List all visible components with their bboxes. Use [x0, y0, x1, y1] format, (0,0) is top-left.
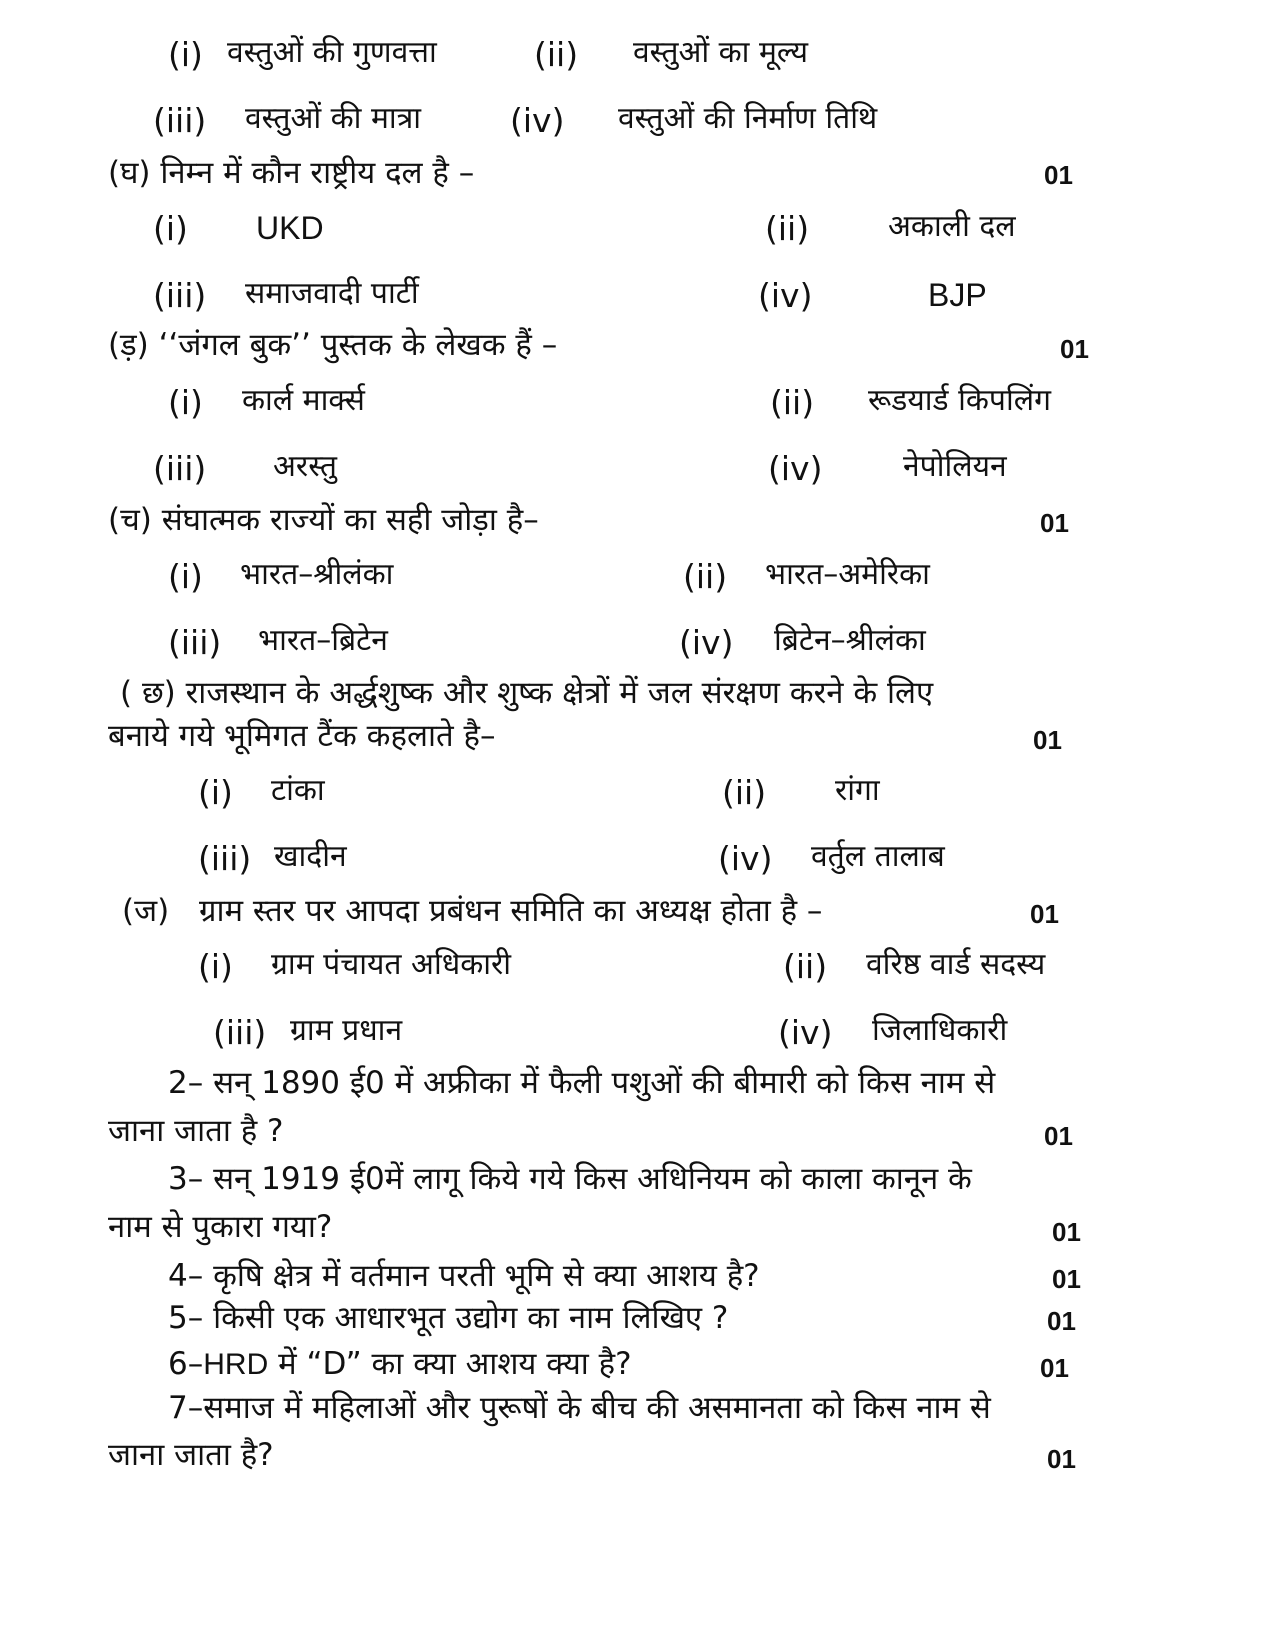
option-number: (iii)	[168, 623, 222, 662]
option-text: वस्तुओं की मात्रा	[245, 101, 422, 136]
question-2-line2: जाना जाता है ?	[108, 1113, 284, 1149]
option-number: (ii)	[770, 383, 815, 422]
question-6-text: में “D” का क्या आशय क्या है?	[278, 1346, 632, 1382]
marks: 01	[1047, 1444, 1076, 1474]
question-5: 5– किसी एक आधारभूत उद्योग का नाम लिखिए ?	[168, 1300, 729, 1336]
option-text: ब्रिटेन–श्रीलंका	[774, 623, 926, 658]
option-number: (ii)	[783, 947, 828, 986]
question-6-abbr: HRD	[203, 1348, 269, 1381]
option-text: ग्राम पंचायत अधिकारी	[271, 947, 512, 982]
option-number: (iii)	[213, 1013, 267, 1052]
option-number: (ii)	[683, 557, 728, 596]
marks: 01	[1033, 725, 1062, 755]
option-text: खादीन	[274, 839, 347, 874]
option-number: (ii)	[722, 773, 767, 812]
question-cha: (च) संघात्मक राज्यों का सही जोड़ा है–	[108, 502, 539, 538]
question-7-line2: जाना जाता है?	[108, 1437, 274, 1473]
option-text: भारत–ब्रिटेन	[258, 623, 388, 658]
question-3-line1: 3– सन् 1919 ई0में लागू किये गये किस अधिनियम को काला कानून के	[168, 1161, 972, 1197]
option-text: UKD	[256, 210, 324, 246]
option-text: BJP	[928, 277, 987, 313]
marks: 01	[1030, 899, 1059, 929]
option-text: वस्तुओं की गुणवत्ता	[227, 35, 437, 70]
option-text: वस्तुओं की निर्माण तिथि	[618, 101, 878, 136]
marks: 01	[1047, 1306, 1076, 1336]
option-number: (iv)	[679, 623, 734, 662]
option-text: नेपोलियन	[903, 449, 1007, 484]
option-number: (i)	[153, 209, 188, 248]
marks: 01	[1060, 334, 1089, 364]
marks: 01	[1040, 1353, 1069, 1383]
option-text: वर्तुल तालाब	[811, 839, 945, 874]
option-number: (iv)	[768, 449, 823, 488]
question-chha-line1: ( छ) राजस्थान के अर्द्धशुष्क और शुष्क क्षेत्रों में जल संरक्षण करने के लिए	[120, 675, 934, 711]
marks: 01	[1044, 160, 1073, 190]
question-6	[168, 1346, 632, 1382]
option-number: (i)	[168, 557, 203, 596]
option-number: (iv)	[510, 101, 565, 140]
option-text: कार्ल मार्क्स	[242, 383, 365, 418]
option-number: (ii)	[765, 209, 810, 248]
option-text: भारत–अमेरिका	[765, 557, 930, 592]
option-text: रूडयार्ड किपलिंग	[868, 383, 1051, 418]
option-number: (iii)	[198, 839, 252, 878]
question-gha: (घ) निम्न में कौन राष्ट्रीय दल है –	[108, 155, 475, 191]
question-3-line2: नाम से पुकारा गया?	[108, 1209, 333, 1245]
marks: 01	[1052, 1264, 1081, 1294]
question-ja: ग्राम स्तर पर आपदा प्रबंधन समिति का अध्यक्ष होता है –	[199, 893, 823, 929]
question-chha-line2: बनाये गये भूमिगत टैंक कहलाते है–	[108, 718, 496, 754]
option-text: वरिष्ठ वार्ड सदस्य	[866, 947, 1046, 982]
question-ja-label: (ज)	[122, 893, 170, 929]
option-number: (iv)	[778, 1013, 833, 1052]
option-number: (i)	[198, 773, 233, 812]
option-number: (iv)	[718, 839, 773, 878]
question-4: 4– कृषि क्षेत्र में वर्तमान परती भूमि से क्या आशय है?	[168, 1258, 760, 1294]
option-number: (i)	[168, 35, 203, 74]
option-number: (iv)	[758, 276, 813, 315]
option-number: (iii)	[153, 449, 207, 488]
question-nga: (ड़) ‘‘जंगल बुक’’ पुस्तक के लेखक हैं –	[108, 327, 558, 363]
marks: 01	[1052, 1217, 1081, 1247]
marks: 01	[1044, 1121, 1073, 1151]
option-number: (ii)	[534, 35, 579, 74]
option-text: ग्राम प्रधान	[290, 1013, 403, 1048]
option-text: टांका	[271, 773, 325, 808]
option-text: वस्तुओं का मूल्य	[633, 35, 809, 70]
option-number: (iii)	[153, 276, 207, 315]
question-7-line1: 7–समाज में महिलाओं और पुरूषों के बीच की असमानता को किस नाम से	[168, 1390, 991, 1426]
option-number: (iii)	[153, 101, 207, 140]
option-text: जिलाधिकारी	[872, 1013, 1008, 1048]
option-number: (i)	[168, 383, 203, 422]
marks: 01	[1040, 508, 1069, 538]
option-text: भारत–श्रीलंका	[240, 557, 394, 592]
question-2-line1: 2– सन् 1890 ई0 में अफ्रीका में फैली पशुओं की बीमारी को किस नाम से	[168, 1065, 996, 1101]
option-text: रांगा	[835, 773, 880, 808]
option-number: (i)	[198, 947, 233, 986]
option-text: समाजवादी पार्टी	[245, 276, 419, 311]
question-6-prefix: 6–	[168, 1346, 204, 1382]
option-text: अरस्तु	[273, 449, 337, 484]
option-text: अकाली दल	[888, 209, 1016, 244]
